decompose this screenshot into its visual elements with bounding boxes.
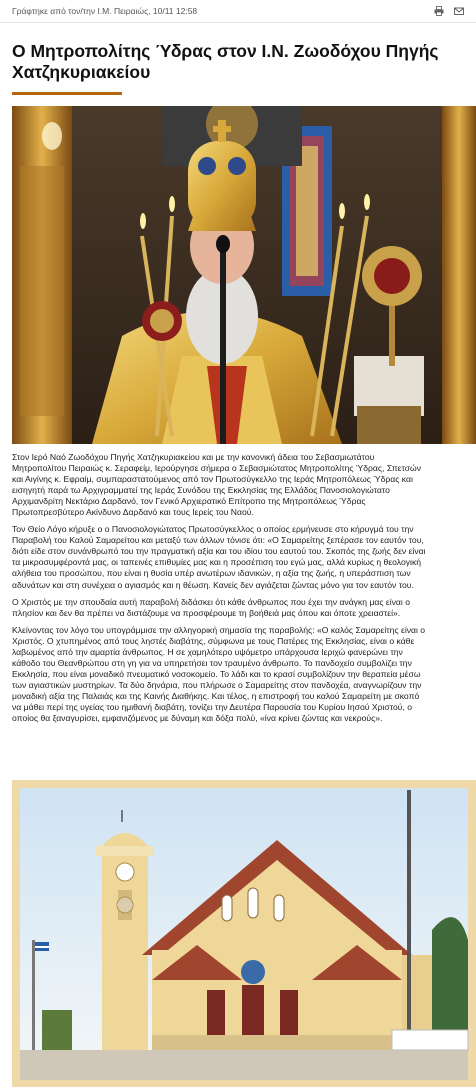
paragraph-line: τα μικροσυμφέροντά μας, οι ταπεινές επιθυμίες μας και η προσέπιση του εγώ μας, αλλά κυρίως η θεολογική — [12, 557, 422, 568]
paragraph-line: κάθοδο του Θεανθρώπου στη γη για να υπηρετήσει τον τραυμένο άνθρωπο. Το πανδοχείο συμβολίζει την — [12, 657, 412, 668]
article-body — [12, 452, 476, 724]
article-photo-liturgy — [12, 106, 476, 444]
article-title — [12, 41, 464, 83]
title-underline — [12, 92, 122, 95]
paragraph-line: Εκκλησία, που είναι μοναδικό πνευματικό νοσοκομείο. Το λάδι και το κρασί συμβολίζουν την θεραπεία μέσω — [12, 668, 421, 679]
article-paragraph — [12, 524, 476, 590]
article-tools — [434, 6, 464, 16]
paragraph-line: Μητροπολίτου Πειραιώς κ. Σεραφείμ, Ιερούργησε σήμερα ο Σεβασμιώτατος Μητροπολίτης Ύδρας, Σπετσών — [12, 463, 422, 474]
paragraph-line: Ο Χριστός με την σπουδαία αυτή παραβολή διδάσκει ότι κάθε άνθρωπος που έχει την ανάγκη μας είναι ο — [12, 596, 410, 607]
paragraph-line: Χριστός. Ο χτυπημένος από τους ληστές διαβάτης, σύμφωνα με τους Πατέρες της Εκκλησίας, είναι ο κάθε — [12, 635, 415, 646]
paragraph-line: Τον Θείο Λόγο κήρυξε ο ο Πανοσιολογιώτατος Πρωτοσύγκελλος ο οποίος ερμήνευσε στο κήρυγμά του την — [12, 524, 414, 535]
article-paragraph — [12, 452, 476, 518]
paragraph-line: Στον Ιερό Ναό Ζωοδόχου Πηγής Χατζηκυριακείου και με την κανονική άδεια του Σεβασμιωτάτου — [12, 452, 375, 462]
article-paragraph — [12, 625, 476, 724]
paragraph-line: αδυνάτων και στη συνέχεια ο αγιασμός και η θέωση. Κανείς δεν αγιάζεται ζώντας μόνο για τον εαυτόν του. — [12, 579, 414, 590]
paragraph-line: οποίος θα ξαναγυρίσει, εμφανιζόμενος με δύναμη και δόξα πολύ, «ίνα κρίνει ζώντας και νεκρούς». — [12, 713, 383, 724]
article-paragraph — [12, 597, 476, 619]
paragraph-line: αλήθεια του προσώπου, που είναι η θυσία υπέρ ανωτέρων ιδανικών, η αξία της ζωής, η υπεράσπιση των — [12, 568, 411, 579]
paragraph-line: πλησίον και δεν θα πρέπει να διστάζουμε να προσφέρουμε τη βοήθειά μας όπου και όποτε χρειαστεί». — [12, 607, 401, 618]
article-title-line: Χατζηκυριακείου — [12, 62, 151, 82]
paragraph-line: των αγιαστικών μυστηρίων. Τα δύο δηνάρια, που πλήρωσε ο Σαμαρείτης στον πανδοχέα, αναγνωρίζουν την — [12, 679, 422, 690]
paragraph-line: μοναδική αξία της Παλαιάς και της Καινής Διαθήκης. Και τέλος, η επιστροφή του καλού Σαμαρείτη με σκοπό — [12, 690, 420, 701]
paragraph-line: εισηγητή παρά τω Αρχιγραμματεί της Ιεράς Συνόδου της Εκκλησίας της Ελλάδος Πανοσιολογιώτατο — [12, 485, 390, 496]
paragraph-line: Παραβολή του Καλού Σαμαρείτου και μεταξύ των άλλων τόνισε ότι: «Ο Σαμαρείτης ξεπέρασε τον εαυτόν του, — [12, 535, 424, 546]
paragraph-line: Κλείνοντας τον λόγο του υπογράμμισε την αλληγορική σημασία της παραβολής: «Ο καλός Σαμαρείτης είναι ο — [12, 624, 426, 635]
paragraph-line: Αρχιμανδρίτη Νεκτάριο Δαρδανό, τον Γενικό Αρχιερατικό Επίτροπο της Μητροπόλεως Ύδρας — [12, 496, 366, 507]
article-meta-bar — [0, 0, 476, 23]
paragraph-line: να μάθει περί της υγείας του ημιθανή διαβάτη, τονίζει την Δευτέρα Παρουσία του Κυρίου Ιησού Χριστού, ο — [12, 701, 413, 712]
paragraph-line: διότι είδε στον συνάνθρωπό του την πραγματική αξία και του ιδίου του εαυτού του. Σκοπός της ζωής δεν είναι — [12, 546, 426, 557]
paragraph-line: Πρωτοπρεσβύτερο Ακίνδυνο Δαρδανό και τους Ιερείς του Ναού. — [12, 507, 254, 518]
email-icon[interactable] — [454, 6, 464, 16]
paragraph-line: λαβωμένος από την αμαρτία άνθρωπος. Η σε χαμηλότερο υψόμετρο υπάρχουσα Ιεριχώ φανερώνει την — [12, 646, 403, 657]
author-date-line: Γράφτηκε από τον/την Ι.Μ. Πειραιώς, 10/11 12:58 — [12, 6, 198, 16]
article-photo-church — [12, 780, 476, 1087]
paragraph-line: και Αιγίνης κ. Εφραίμ, συμπαραστατούμενος από τον Πρωτοσύγκελλο της Ιεράς Μητροπόλεως Ύδρας και — [12, 474, 413, 485]
article-title-line: Ο Μητροπολίτης Ύδρας στον Ι.Ν. Ζωοδόχου Πηγής — [12, 41, 439, 61]
print-icon[interactable] — [434, 6, 444, 16]
